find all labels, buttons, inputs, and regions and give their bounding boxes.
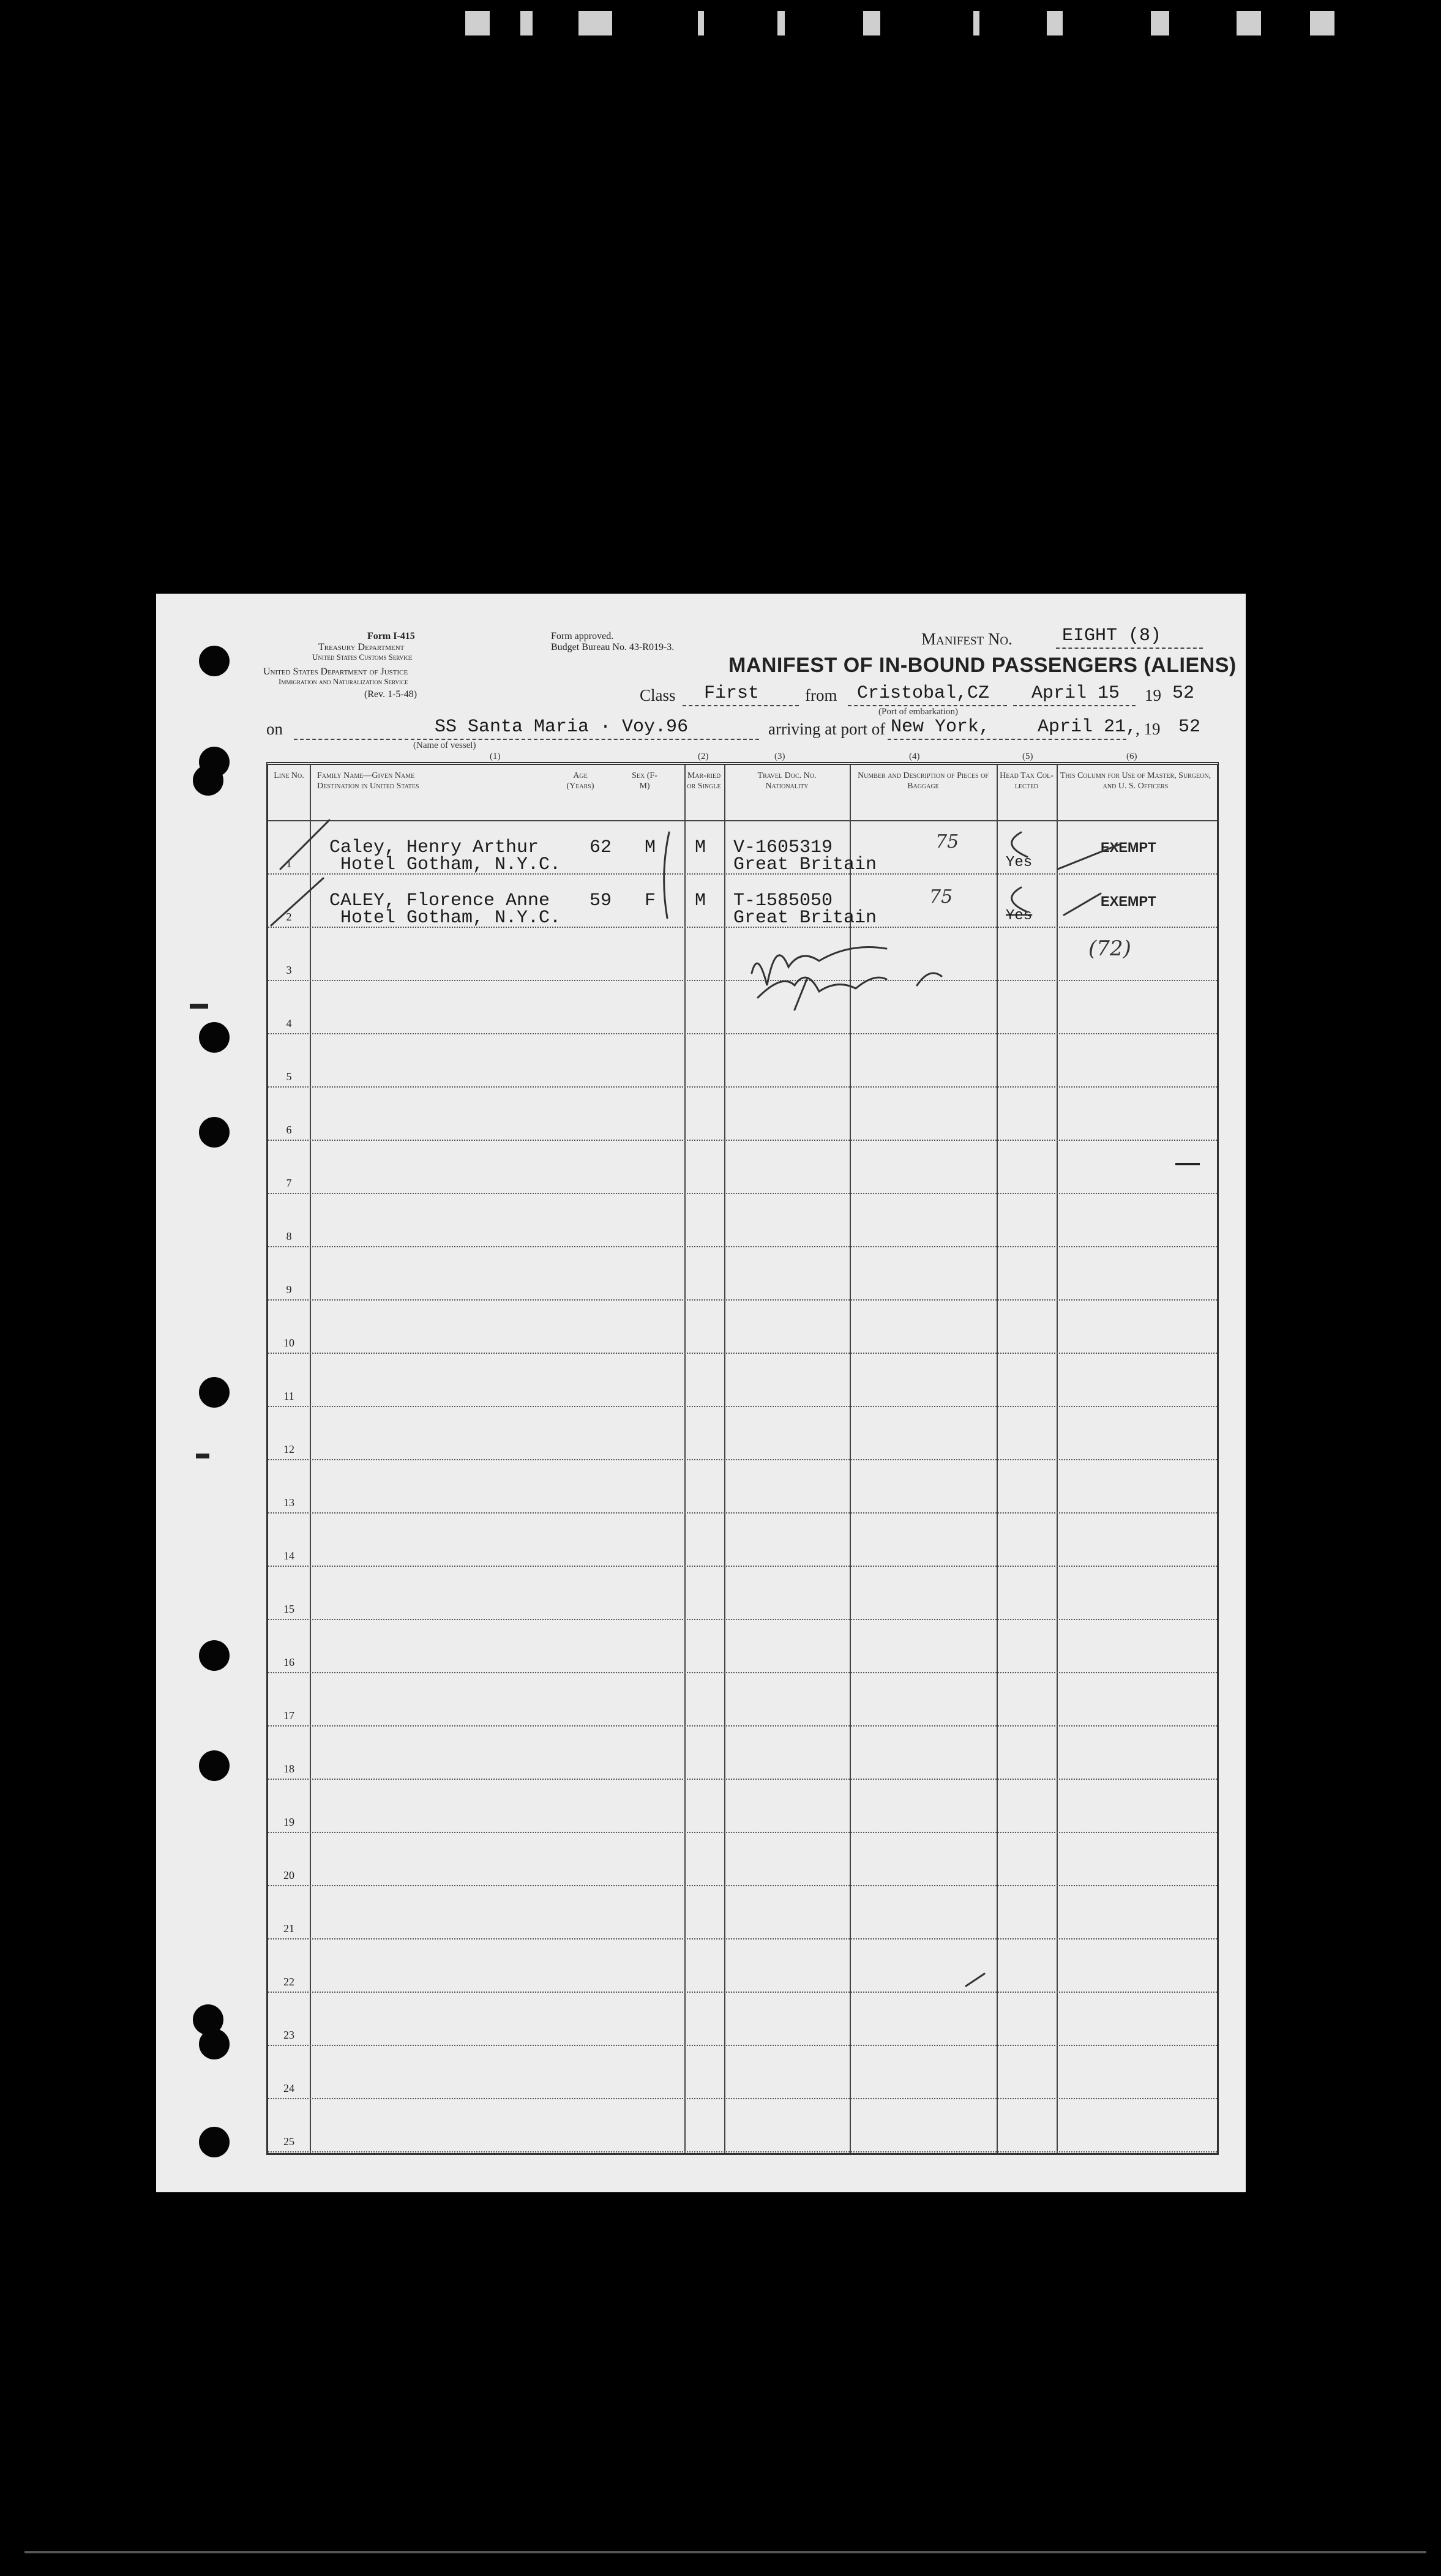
col-num-1: (1) [490,752,501,761]
binder-hole [199,2029,230,2059]
line-number: 25 [283,2135,294,2148]
line-number: 18 [283,1763,294,1775]
passenger-table [266,762,1219,2155]
manifest-number: EIGHT (8) [1062,625,1162,646]
arriving-label: arriving at port of [768,720,886,738]
row1-destination: Hotel Gotham, N.Y.C. [340,854,561,875]
col-num-6: (6) [1126,752,1137,761]
scan-speck [190,1004,208,1009]
row1-name: Caley, Henry Arthur [329,837,539,858]
line-number: 17 [283,1709,294,1722]
line-number: 16 [283,1656,294,1668]
binder-hole [199,1377,230,1408]
binder-hole [199,2127,230,2157]
row2-head-tax: Yes [1006,908,1033,924]
port-of-embarkation-note: (Port of embarkation) [878,707,958,717]
line-number: 20 [283,1869,294,1881]
row1-check-mark [280,820,329,869]
binder-hole [199,1640,230,1671]
line-number: 15 [283,1603,294,1615]
row2-married: M [695,890,706,911]
row2-destination: Hotel Gotham, N.Y.C. [340,908,561,928]
binder-hole [193,765,223,796]
header-head-tax: Head Tax Col-lected [1000,771,1054,791]
line-number: 5 [286,1070,292,1083]
arrival-date: April 21, [1038,717,1137,737]
line-number: 14 [283,1550,294,1562]
film-bottom-edge [24,2551,1426,2553]
header-name: Family Name—Given Name Destination in United States [317,771,419,791]
arrival-port: New York, [891,717,990,737]
line-number: 23 [283,2029,294,2041]
col-num-5: (5) [1022,752,1033,761]
row2-nationality: Great Britain [733,908,877,928]
department-of-justice: United States Department of Justice [263,666,408,677]
row1-married: M [695,837,706,858]
departure-year-prefix: 19 [1145,686,1161,704]
row2-travel-doc: T-1585050 [733,890,833,911]
row2-baggage: 75 [929,886,953,908]
line-number: 13 [283,1496,294,1509]
line-number: 21 [283,1922,294,1935]
line-number: 6 [286,1124,292,1136]
departure-date: April 15 [1031,683,1120,704]
binder-hole [199,1022,230,1053]
arrival-year-prefix: , 19 [1136,720,1161,738]
line-number: 8 [286,1230,292,1242]
row2-officer-stamp: EXEMPT [1101,894,1156,909]
line-number: 2 [286,911,292,923]
row2-officer-stroke [1064,894,1101,915]
manifest-number-line [1056,648,1203,649]
line-number: 1 [286,857,292,870]
col-num-3: (3) [774,752,785,761]
handwritten-marks [268,765,1217,2153]
header-baggage: Number and Description of Pieces of Baggage [858,771,989,791]
class-value: First [704,683,760,704]
treasury-department: Treasury Department [318,642,405,652]
line-number: 4 [286,1017,292,1029]
header-line-no: Line No. [274,771,304,780]
binder-hole [199,1750,230,1781]
on-label: on [266,720,283,738]
budget-bureau: Budget Bureau No. 43-R019-3. [551,642,675,652]
line-number: 19 [283,1816,294,1828]
manifest-sheet [156,594,1246,2192]
binder-hole [199,646,230,676]
col-num-4: (4) [909,752,920,761]
row1-travel-doc: V-1605319 [733,837,833,858]
form-revision: (Rev. 1-5-48) [364,689,417,700]
line-number: 22 [283,1976,294,1988]
from-line [848,705,1007,706]
row2-tax-mark [1012,887,1027,912]
row1-sex: M [645,837,656,858]
header-travel-doc: Travel Doc. No. Nationality [757,771,817,791]
manifest-title: MANIFEST OF IN-BOUND PASSENGERS (ALIENS) [728,654,1237,677]
line-number: 7 [286,1177,292,1189]
row1-tax-mark [1012,832,1027,857]
line-number: 24 [283,2082,294,2094]
line-number: 9 [286,1283,292,1296]
immigration-service: Immigration and Naturalization Service [279,677,408,686]
class-line [683,705,799,706]
binder-hole [199,1117,230,1148]
form-number: Form I-415 [367,631,415,641]
header-sex: Sex (F-M) [632,771,657,791]
row2-sex: F [645,890,656,911]
passenger-bracket [664,832,669,918]
from-value: Cristobal,CZ [857,683,990,704]
arrival-line [888,739,1126,740]
departure-year: 52 [1172,683,1195,704]
annotation-72: (72) [1088,936,1131,961]
header-married: Mar-ried or Single [687,771,721,791]
row2-check-mark [271,878,323,925]
class-label: Class [640,686,676,704]
row1-head-tax: Yes [1006,854,1033,871]
row2-name: CALEY, Florence Anne [329,890,550,911]
arrival-year: 52 [1178,717,1201,737]
vessel-note: (Name of vessel) [413,741,476,750]
header-officers: This Column for Use of Master, Surgeon, and U. S. Officers [1060,771,1211,791]
film-edge-marks [465,11,1334,42]
header-age: Age (Years) [566,771,594,791]
form-approved: Form approved. [551,631,614,641]
row1-age: 62 [590,837,612,858]
row1-officer-stamp: EXEMPT [1101,840,1156,855]
inspector-signature [752,947,941,1010]
line-number: 10 [283,1337,294,1349]
line-number: 11 [283,1390,294,1402]
line-number: 12 [283,1443,294,1455]
departure-date-line [1013,705,1136,706]
line-number: 3 [286,964,292,976]
from-label: from [805,686,837,704]
row1-officer-stroke [1058,845,1119,869]
vessel-line [294,739,759,740]
row2-age: 59 [590,890,612,911]
col-num-2: (2) [698,752,709,761]
row15-tick [966,1974,984,1986]
scan-speck [196,1454,209,1458]
manifest-no-label: Manifest No. [921,630,1012,648]
row1-baggage: 75 [935,831,959,853]
customs-service: United States Customs Service [312,652,413,662]
row1-nationality: Great Britain [733,854,877,875]
vessel-name: SS Santa Maria · Voy.96 [435,717,689,737]
